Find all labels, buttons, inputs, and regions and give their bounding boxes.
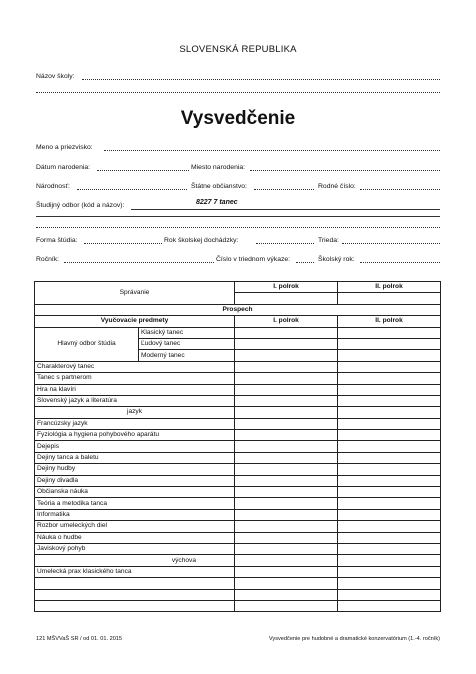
- country-heading: SLOVENSKÁ REPUBLIKA: [179, 44, 297, 55]
- grade-half2-cell[interactable]: [338, 395, 441, 406]
- half2-header: II. polrok: [338, 282, 441, 293]
- subject-row: [35, 464, 441, 475]
- behavior-half1-cell[interactable]: [235, 293, 338, 304]
- subject-name: výchova: [35, 555, 235, 566]
- grade-half1-cell[interactable]: [235, 521, 338, 532]
- report-number-line[interactable]: [296, 262, 314, 263]
- subject-name: Javiskový pohyb: [35, 543, 235, 554]
- class-line[interactable]: [342, 243, 440, 244]
- grade-half2-cell[interactable]: [338, 338, 441, 349]
- school-year-line[interactable]: [360, 262, 440, 263]
- grade-half2-cell[interactable]: [338, 589, 441, 600]
- grade-half2-cell[interactable]: [338, 509, 441, 520]
- subject-row: [35, 384, 441, 395]
- grade-half1-cell[interactable]: [235, 487, 338, 498]
- grade-half2-cell[interactable]: [338, 430, 441, 441]
- grade-half1-cell[interactable]: [235, 578, 338, 589]
- subject-row: [35, 543, 441, 554]
- grade-half1-cell[interactable]: [235, 543, 338, 554]
- birth-date-line[interactable]: [97, 170, 189, 171]
- birth-date-label: Dátum narodenia:: [36, 164, 91, 171]
- class-label: Trieda:: [318, 237, 339, 244]
- page-title: Vysvedčenie: [180, 108, 296, 129]
- subjects-header: Vyučovacie predmety: [35, 316, 235, 327]
- subject-name: Dejiny hudby: [35, 464, 235, 475]
- study-field-line-2[interactable]: [36, 216, 440, 217]
- subject-row: [35, 578, 441, 589]
- grades-table: [34, 281, 441, 612]
- progress-header: Prospech: [35, 304, 441, 315]
- subject-name: [35, 578, 235, 589]
- grade-half1-cell[interactable]: [235, 338, 338, 349]
- grade-half2-cell[interactable]: [338, 555, 441, 566]
- subject-name: Fyziológia a hygiena pohybového aparátu: [35, 430, 235, 441]
- nationality-line[interactable]: [77, 189, 187, 190]
- subject-name: Náuka o hudbe: [35, 532, 235, 543]
- grade-half2-cell[interactable]: [338, 327, 441, 338]
- grade-half1-cell[interactable]: [235, 384, 338, 395]
- birth-number-label: Rodné číslo:: [318, 183, 356, 190]
- grade-half2-cell[interactable]: [338, 532, 441, 543]
- main-sub-subject: Klasický tanec: [139, 327, 235, 338]
- grade-half2-cell[interactable]: [338, 384, 441, 395]
- subject-row: [35, 452, 441, 463]
- subject-name: Hra na klavíri: [35, 384, 235, 395]
- grade-half2-cell[interactable]: [338, 350, 441, 361]
- grade-half1-cell[interactable]: [235, 373, 338, 384]
- subject-row: [35, 418, 441, 429]
- subject-name: Dejiny tanca a baletu: [35, 452, 235, 463]
- subject-name: Dejepis: [35, 441, 235, 452]
- grade-half1-cell[interactable]: [235, 566, 338, 577]
- citizenship-line[interactable]: [254, 189, 314, 190]
- subject-row: [35, 430, 441, 441]
- grade-half2-cell[interactable]: [338, 407, 441, 418]
- subject-name: Dejiny divadla: [35, 475, 235, 486]
- subject-name: [35, 589, 235, 600]
- behavior-label: Správanie: [35, 282, 235, 305]
- footer-description: Vysvedčenie pre hudobné a dramatické konzervatórium (1.-4. ročník): [268, 636, 440, 642]
- birth-number-line[interactable]: [360, 189, 440, 190]
- footer-form-code: 121 MŠVVaŠ SR / od 01. 01. 2015: [36, 636, 123, 642]
- birth-place-line[interactable]: [250, 170, 440, 171]
- subject-name: Občianska náuka: [35, 487, 235, 498]
- grade-half1-cell[interactable]: [235, 452, 338, 463]
- subject-row: [35, 361, 441, 372]
- subject-row: [35, 475, 441, 486]
- grade-half2-cell[interactable]: [338, 566, 441, 577]
- main-field-label: Hlavný odbor štúdia: [35, 327, 139, 361]
- subject-name: Umelecká prax klasického tanca: [35, 566, 235, 577]
- grade-half1-cell[interactable]: [235, 395, 338, 406]
- study-form-label: Forma štúdia:: [36, 237, 78, 244]
- subject-name: Rozbor umeleckých diel: [35, 521, 235, 532]
- grade-half2-cell[interactable]: [338, 441, 441, 452]
- study-form-line[interactable]: [84, 243, 162, 244]
- report-number-label: Číslo v triednom výkaze:: [216, 256, 291, 263]
- subject-name: Tanec s partnerom: [35, 373, 235, 384]
- subject-name: Charakterový tanec: [35, 361, 235, 372]
- behavior-half2-cell[interactable]: [338, 293, 441, 304]
- study-field-line-3[interactable]: [36, 227, 440, 228]
- grade-half1-cell[interactable]: [235, 532, 338, 543]
- attendance-year-line[interactable]: [256, 243, 314, 244]
- subject-row: [35, 373, 441, 384]
- subject-row: [35, 600, 441, 611]
- subject-name: jazyk: [35, 407, 235, 418]
- grade-label: Ročník:: [36, 256, 60, 263]
- grade-half1-cell[interactable]: [235, 430, 338, 441]
- subject-row: [35, 589, 441, 600]
- subject-name: Teória a metodika tanca: [35, 498, 235, 509]
- grade-half2-cell[interactable]: [338, 475, 441, 486]
- grade-line[interactable]: [64, 262, 214, 263]
- grade-half2-cell[interactable]: [338, 600, 441, 611]
- half1-header: I. polrok: [235, 282, 338, 293]
- grade-half1-cell[interactable]: [235, 361, 338, 372]
- grade-half1-cell[interactable]: [235, 464, 338, 475]
- subject-row: [35, 487, 441, 498]
- grade-half1-cell[interactable]: [235, 350, 338, 361]
- half2-grades-header: II. polrok: [338, 316, 441, 327]
- grade-half1-cell[interactable]: [235, 327, 338, 338]
- grade-half1-cell[interactable]: [235, 589, 338, 600]
- school-year-label: Školský rok:: [318, 256, 355, 263]
- grade-half2-cell[interactable]: [338, 578, 441, 589]
- nationality-label: Národnosť:: [36, 183, 70, 190]
- main-sub-subject: Moderný tanec: [139, 350, 235, 361]
- subject-row: [35, 395, 441, 406]
- grade-half1-cell[interactable]: [235, 600, 338, 611]
- subject-row: [35, 566, 441, 577]
- study-field-label: Študijný odbor (kód a názov):: [36, 202, 125, 209]
- grade-half1-cell[interactable]: [235, 555, 338, 566]
- subject-row: [35, 532, 441, 543]
- grade-half2-cell[interactable]: [338, 498, 441, 509]
- subject-name: Slovenský jazyk a literatúra: [35, 395, 235, 406]
- grade-half1-cell[interactable]: [235, 498, 338, 509]
- grade-half1-cell[interactable]: [235, 407, 338, 418]
- subject-name: [35, 600, 235, 611]
- school-name-label: Názov školy:: [36, 73, 75, 80]
- grade-half2-cell[interactable]: [338, 487, 441, 498]
- grade-half2-cell[interactable]: [338, 521, 441, 532]
- grade-half2-cell[interactable]: [338, 543, 441, 554]
- subject-row: [35, 407, 441, 418]
- subject-name: Informatika: [35, 509, 235, 520]
- grade-half1-cell[interactable]: [235, 475, 338, 486]
- grade-half1-cell[interactable]: [235, 441, 338, 452]
- subject-row: [35, 521, 441, 532]
- birth-place-label: Miesto narodenia:: [191, 164, 246, 171]
- school-name-line-2[interactable]: [36, 92, 440, 93]
- grade-half1-cell[interactable]: [235, 418, 338, 429]
- grade-half1-cell[interactable]: [235, 509, 338, 520]
- study-field-value: 8227 7 tanec: [196, 199, 238, 206]
- subject-row: [35, 555, 441, 566]
- subject-row: [35, 498, 441, 509]
- grade-half2-cell[interactable]: [338, 361, 441, 372]
- half1-grades-header: I. polrok: [235, 316, 338, 327]
- subject-row: [35, 441, 441, 452]
- subject-name: Francúzsky jazyk: [35, 418, 235, 429]
- study-field-line[interactable]: [131, 209, 440, 210]
- subject-row: [35, 509, 441, 520]
- grade-half2-cell[interactable]: [338, 464, 441, 475]
- name-label: Meno a priezvisko:: [36, 144, 93, 151]
- grade-half2-cell[interactable]: [338, 418, 441, 429]
- citizenship-label: Štátne občianstvo:: [191, 183, 247, 190]
- grade-half2-cell[interactable]: [338, 373, 441, 384]
- main-sub-subject: Ľudový tanec: [139, 338, 235, 349]
- name-line[interactable]: [104, 150, 440, 151]
- grade-half2-cell[interactable]: [338, 452, 441, 463]
- attendance-year-label: Rok školskej dochádzky:: [164, 237, 239, 244]
- school-name-line[interactable]: [82, 79, 440, 80]
